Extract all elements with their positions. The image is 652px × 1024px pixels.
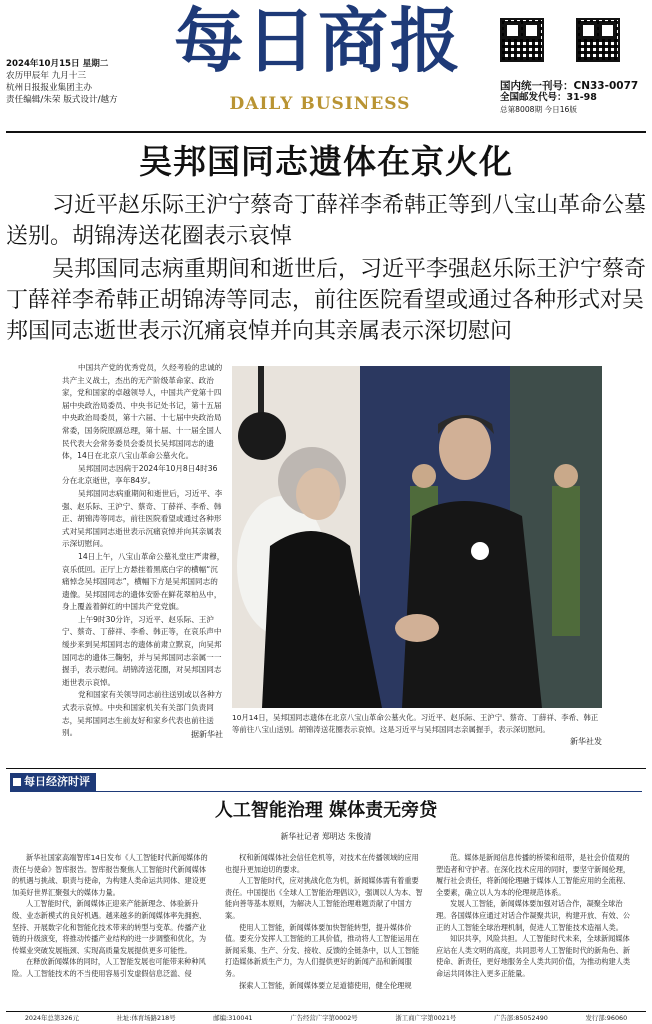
footer xyxy=(6,1011,646,1023)
newspaper-logo: 每日商报 xyxy=(174,0,462,82)
article-paragraph: 中国共产党的优秀党员，久经考验的忠诚的共产主义战士，杰出的无产阶级革命家、政治家，党和国家的卓越领导人，中国共产党第十四届中央政治局委员、中央书记处书记，第十五届中央政治局委员，第十六届、十七届中央政治局常委，国务院原副总理，第十届、十一届全国人民代表大会常务委员会委员长吴邦国同志的遗体，14日在北京八宝山革命公墓火化。 xyxy=(62,363,223,461)
divider xyxy=(10,791,642,792)
subheadline: 吴邦国同志病重期间和逝世后，习近平李强赵乐际王沪宁蔡奇丁薛祥李希韩正胡锦涛等同志，前往医院看望或通过各种形式对吴邦国同志逝世表示沉痛哀悼并向其亲属表示深切慰问 xyxy=(6,257,647,344)
photo-credit: 新华社发 xyxy=(570,737,602,746)
commentary-paragraph: 人工智能时代，应对挑战化危为机，新闻媒体需有着重要责任。中国提出《全球人工智能治理倡议》，强调以人为本、智能向善等基本原则，为解决人工智能治理难题贡献了中国方案。 xyxy=(225,876,423,920)
footer-item: 2024年总第326元 xyxy=(24,1014,79,1022)
article-paragraph: 党和国家有关领导同志前往送别或以各种方式表示哀悼。中央和国家机关有关部门负责同志，吴邦国同志生前友好和家乡代表也前往送别。 xyxy=(62,690,223,738)
footer-item: 邮编:310041 xyxy=(213,1014,253,1022)
article-paragraph: 上午9时30分许，习近平、赵乐际、王沪宁、蔡奇、丁薛祥、李希、韩正等，在哀乐声中缓步来到吴邦国同志的遗体前肃立默哀，向吴邦国同志的遗体三鞠躬，并与吴邦国同志亲属一一握手，表示慰问。胡锦涛送花圈，对吴邦国同志逝世表示哀悼。 xyxy=(62,614,222,687)
publisher: 杭州日报报业集团主办 xyxy=(6,83,92,93)
footer-item: 社址:体育场路218号 xyxy=(116,1014,176,1022)
commentary-headline: 人工智能治理 媒体责无旁贷 xyxy=(214,800,438,821)
postal-code: 全国邮发代号：31-98 xyxy=(500,92,597,103)
commentary-paragraph: 使用人工智能，新闻媒体要加快智能转型，提升媒体价值。要充分发挥人工智能的工具价值，推动将人工智能运用在新闻采集、生产、分发、接收、反馈的全链条中，以人工智能打造媒体新质生产力，为人们提供更好的新闻产品和新闻服务。 xyxy=(225,922,420,978)
commentary-paragraph: 人工智能时代，新闻媒体正迎来产能新理念、体验新升级、业态新模式的良好机遇。越来越多的新闻媒体率先拥抱、坚持、开展数字化和智能化技术带来的转型与变革。传播产业链的升级演变，将推动传播产业结构的进一步调整和优化，为传媒业突破发展瓶颈、实现高质量发展提供更多可能性。 xyxy=(12,899,207,955)
cn-number: 国内统一刊号：CN33-0077 xyxy=(500,80,639,92)
section-label xyxy=(10,773,96,791)
qr-code-icon xyxy=(500,18,544,62)
main-headline: 吴邦国同志遗体在京火化 xyxy=(139,142,513,181)
newspaper-logo-english: DAILY BUSINESS xyxy=(229,94,411,114)
commentary-column xyxy=(12,852,210,980)
article-paragraph: 吴邦国同志因病于2024年10月8日4时36分在北京逝世，享年84岁。 xyxy=(62,463,218,486)
issue-date: 2024年10月15日 星期二 xyxy=(6,59,109,69)
masthead-numbers xyxy=(500,80,650,116)
commentary-paragraph: 权和新闻媒体社会信任危机等，对技术在传播领域的应用也提升更加迫切的要求。 xyxy=(225,853,419,874)
commentary-byline: 新华社记者 郑明达 朱俊清 xyxy=(280,832,372,841)
photo-illustration xyxy=(232,366,602,708)
commentary-paragraph: 范。媒体是新闻信息传播的桥梁和纽带，是社会价值观的塑造者和守护者。在深化技术应用的同时，要坚守新闻伦理，履行社会责任，将新闻伦理融于媒体人工智能应用的全流程、全要素，确立以人为本的伦理规范体系。 xyxy=(436,853,631,897)
divider xyxy=(6,131,646,133)
article-paragraph: 14日上午，八宝山革命公墓礼堂庄严肃穆，哀乐低回。正厅上方悬挂着黑底白字的横幅“沉痛悼念吴邦国同志”，横幅下方是吴邦国同志的遗像。吴邦国同志的遗体安卧在鲜花翠柏丛中，身上覆盖着鲜红的中国共产党党旗。 xyxy=(62,551,225,612)
masthead-info xyxy=(6,58,156,106)
commentary-paragraph: 发展人工智能，新闻媒体要加强对话合作，凝聚全球治理。各国媒体应通过对话合作凝聚共识，构建开放、有效、公正的人工智能全球治理机制，促进人工智能技术造福人类。 xyxy=(436,899,631,932)
commentary-column xyxy=(225,852,423,991)
subheadline: 习近平赵乐际王沪宁蔡奇丁薛祥李希韩正等到八宝山革命公墓送别。胡锦涛送花圈表示哀悼 xyxy=(6,193,647,249)
article-byline: 据新华社 xyxy=(191,730,223,739)
footer-item: 广告经营广字第0002号 xyxy=(290,1014,358,1022)
square-icon xyxy=(13,778,21,786)
commentary-paragraph: 探索人工智能，新闻媒体要立足道德使用，健全伦理规 xyxy=(239,980,412,990)
section-label-text: 每日经济时评 xyxy=(24,775,90,788)
photo-caption: 10月14日，吴邦国同志遗体在北京八宝山革命公墓火化。习近平、赵乐际、王沪宁、蔡奇、丁薛祥、李希、韩正等前往八宝山送别。胡锦涛送花圈表示哀悼。这是习近平与吴邦国同志亲属握手，表示深切慰问。 xyxy=(232,713,599,734)
footer-item: 广告部:85052490 xyxy=(493,1014,548,1022)
editors: 责任编辑/朱荣 版式设计/越方 xyxy=(6,95,118,105)
commentary-paragraph: 在释放新闻媒体的同时，人工智能发展也可能带来种种风险。人工智能技术的不当使用容易引发虚假信息泛滥、侵 xyxy=(12,957,206,978)
news-photo xyxy=(232,366,602,708)
footer-item: 浙工商广字第0021号 xyxy=(395,1014,457,1022)
divider xyxy=(6,768,646,769)
article-paragraph: 吴邦国同志病重期间和逝世后，习近平、李强、赵乐际、王沪宁、蔡奇、丁薛祥、李希、韩正、胡锦涛等同志，前往医院看望或通过各种形式对吴邦国同志逝世表示沉痛哀悼并向其亲属表示深切慰问。 xyxy=(62,488,223,549)
lunar-date: 农历甲辰年 九月十三 xyxy=(6,71,87,81)
commentary-paragraph: 新华社国家高端智库14日发布《人工智能时代新闻媒体的责任与使命》智库报告。智库报告聚焦人工智能时代新闻媒体的机遇与挑战、职责与使命，为构建人类命运共同体、建设更加美好世界汇聚强大的媒体力量。 xyxy=(12,853,208,897)
commentary-column xyxy=(436,852,634,980)
issue-number: 总第8008期 今日16版 xyxy=(500,105,577,114)
qr-code-icon xyxy=(576,18,620,62)
article-body xyxy=(62,362,225,740)
commentary-paragraph: 知识共享，风险共担。人工智能时代未来，全球新闻媒体应站在人类文明的高度，共同思考人工智能时代的新角色、新使命、新责任，更好地服务全人类共同价值，为推动构建人类命运共同体注入更多正能量。 xyxy=(436,934,631,978)
footer-item: 发行部:96060 xyxy=(585,1014,628,1022)
